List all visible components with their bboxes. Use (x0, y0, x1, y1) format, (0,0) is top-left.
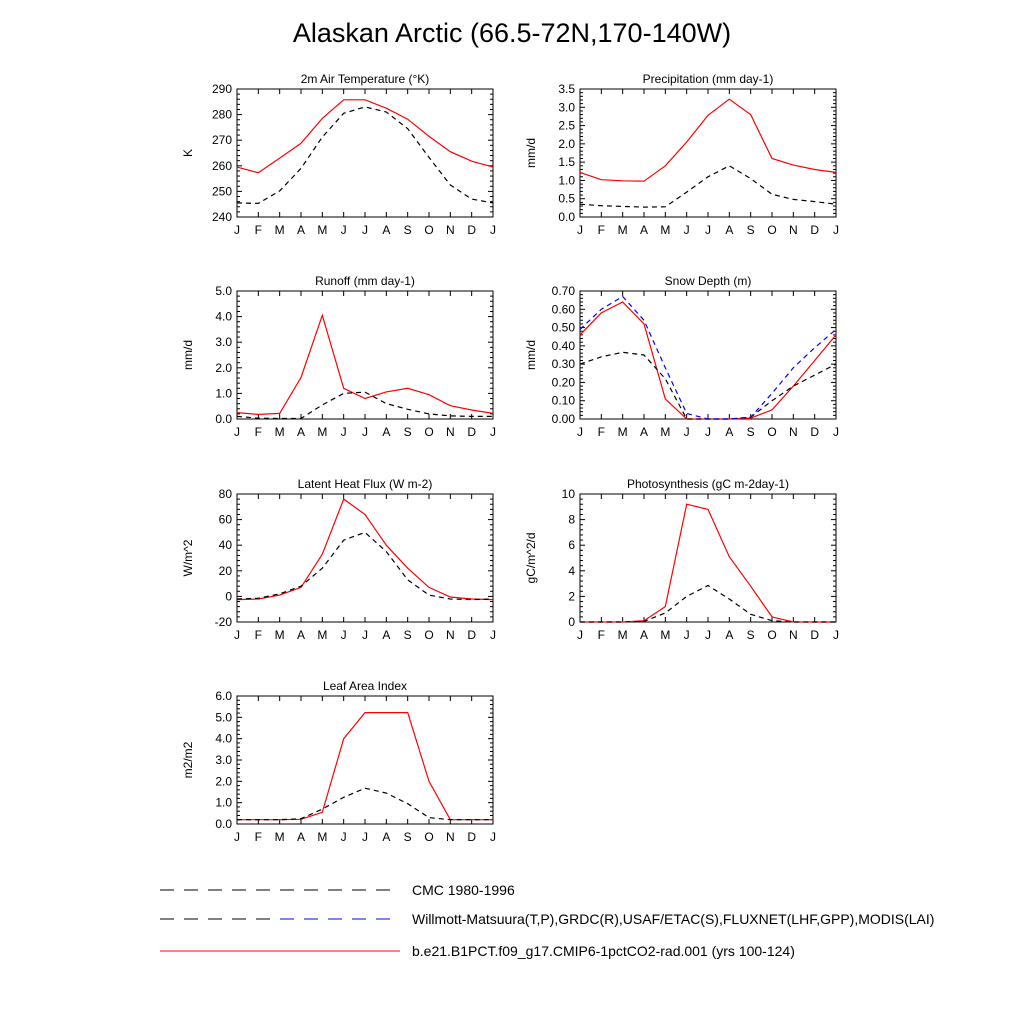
y-tick-label: 6 (568, 538, 575, 553)
x-tick-label: M (617, 628, 628, 642)
y-tick-label: 3.5 (558, 82, 575, 96)
series-line-model (580, 504, 836, 622)
x-tick-label: O (424, 425, 434, 439)
y-tick-label: 280 (211, 107, 232, 122)
legend-label: CMC 1980-1996 (412, 882, 515, 898)
y-tick-label: 8 (568, 512, 575, 527)
series-line-model (580, 99, 836, 181)
x-tick-label: S (403, 830, 412, 844)
x-tick-label: A (639, 628, 649, 642)
y-tick-label: 0.5 (558, 191, 575, 206)
x-tick-label: N (445, 628, 455, 642)
chart-title: Snow Depth (m) (664, 274, 752, 288)
x-tick-label: J (234, 830, 240, 844)
y-tick-label: 0 (225, 589, 232, 604)
y-tick-label: 4 (568, 563, 575, 578)
x-tick-label: J (490, 223, 496, 237)
x-tick-label: M (317, 830, 328, 844)
x-tick-label: A (296, 830, 306, 844)
plot-frame (237, 494, 493, 622)
x-tick-label: J (490, 425, 496, 439)
x-tick-label: J (340, 223, 347, 237)
y-tick-label: 0.10 (551, 393, 575, 408)
x-tick-label: N (445, 223, 455, 237)
x-tick-label: M (660, 425, 671, 439)
y-tick-label: 4.0 (215, 309, 232, 324)
y-tick-label: 40 (218, 538, 232, 553)
x-tick-label: N (788, 223, 798, 237)
x-tick-label: M (274, 223, 285, 237)
y-axis-label: m2/m2 (181, 741, 195, 779)
x-tick-label: M (617, 425, 628, 439)
x-tick-label: A (639, 223, 649, 237)
chart-panel (181, 477, 496, 642)
x-tick-label: O (767, 628, 777, 642)
x-tick-label: J (340, 425, 347, 439)
x-tick-label: D (467, 425, 477, 439)
y-tick-label: 20 (218, 563, 232, 578)
x-tick-label: D (467, 830, 477, 844)
chart-panel (524, 274, 839, 439)
x-tick-label: J (683, 425, 690, 439)
x-tick-label: M (660, 628, 671, 642)
y-tick-label: 2 (568, 589, 575, 604)
y-tick-label: 10 (561, 487, 575, 501)
chart-panel (181, 274, 496, 439)
series-line-obs (237, 107, 493, 203)
x-tick-label: J (833, 628, 839, 642)
y-tick-label: 1.0 (215, 386, 232, 401)
x-tick-label: A (639, 425, 649, 439)
y-axis-label: mm/d (524, 340, 538, 370)
x-tick-label: F (597, 425, 606, 439)
y-tick-label: 0.40 (551, 338, 575, 353)
chart-title: Photosynthesis (gC m-2day-1) (626, 477, 790, 491)
y-tick-label: 0.60 (551, 302, 575, 317)
x-tick-label: S (403, 425, 412, 439)
page-title: Alaskan Arctic (66.5-72N,170-140W) (292, 18, 732, 48)
x-tick-label: J (577, 425, 583, 439)
y-tick-label: 6.0 (215, 689, 232, 703)
x-tick-label: J (362, 425, 368, 439)
y-tick-label: 80 (218, 487, 232, 501)
chart-title: Leaf Area Index (322, 679, 408, 693)
y-tick-label: -20 (214, 615, 232, 629)
series-line-obs_alt (580, 297, 836, 420)
x-tick-label: S (403, 628, 412, 642)
y-tick-label: 2.5 (558, 118, 575, 133)
series-line-model (237, 100, 493, 173)
legend-label: Willmott-Matsuura(T,P),GRDC(R),USAF/ETAC(S),FLUXNET(LHF,GPP),MODIS(LAI) (412, 911, 935, 927)
y-tick-label: 0.50 (551, 320, 575, 335)
x-tick-label: A (725, 628, 734, 642)
series-line-model (237, 713, 493, 820)
x-tick-label: D (810, 223, 820, 237)
y-axis-label: W/m^2 (181, 539, 195, 577)
plot-frame (237, 696, 493, 824)
x-tick-label: A (296, 425, 306, 439)
y-axis-label: mm/d (181, 340, 195, 370)
x-tick-label: S (746, 628, 755, 642)
y-tick-label: 3.0 (558, 100, 575, 115)
x-tick-label: F (254, 830, 263, 844)
x-tick-label: N (788, 425, 798, 439)
x-tick-label: S (746, 223, 755, 237)
chart-panel (181, 679, 496, 844)
x-tick-label: J (705, 628, 711, 642)
x-tick-label: S (403, 223, 412, 237)
y-tick-label: 3.0 (215, 335, 232, 350)
y-tick-label: 270 (211, 133, 232, 148)
x-tick-label: J (683, 628, 690, 642)
y-tick-label: 0.00 (551, 412, 575, 426)
series-line-model (237, 499, 493, 599)
x-tick-label: D (467, 223, 477, 237)
x-tick-label: A (382, 425, 391, 439)
y-tick-label: 5.0 (215, 284, 232, 298)
y-tick-label: 0.0 (215, 817, 232, 831)
y-tick-label: 1.5 (558, 155, 575, 170)
chart-panel (524, 477, 839, 642)
x-tick-label: J (683, 223, 690, 237)
x-tick-label: D (467, 628, 477, 642)
y-axis-label: K (181, 148, 195, 158)
series-line-model (580, 302, 836, 419)
plot-frame (580, 494, 836, 622)
x-tick-label: A (296, 223, 306, 237)
chart-title: Precipitation (mm day-1) (642, 72, 774, 86)
x-tick-label: F (597, 223, 606, 237)
series-line-obs (237, 788, 493, 820)
x-tick-label: J (340, 628, 347, 642)
x-tick-label: A (382, 628, 391, 642)
x-tick-label: J (234, 223, 240, 237)
y-tick-label: 1.0 (558, 173, 575, 188)
plot-frame (580, 291, 836, 419)
x-tick-label: J (234, 425, 240, 439)
x-tick-label: M (274, 628, 285, 642)
plot-frame (580, 89, 836, 217)
x-tick-label: O (767, 223, 777, 237)
chart-title: Runoff (mm day-1) (315, 274, 415, 288)
x-tick-label: N (445, 425, 455, 439)
x-tick-label: M (660, 223, 671, 237)
series-line-model (237, 315, 493, 414)
y-tick-label: 2.0 (558, 136, 575, 151)
series-line-obs (580, 166, 836, 207)
y-tick-label: 290 (211, 82, 232, 96)
series-line-obs (580, 352, 836, 419)
x-tick-label: F (597, 628, 606, 642)
chart-title: 2m Air Temperature (°K) (300, 72, 430, 86)
x-tick-label: J (340, 830, 347, 844)
chart-title: Latent Heat Flux (W m-2) (297, 477, 433, 491)
x-tick-label: J (490, 628, 496, 642)
x-tick-label: F (254, 223, 263, 237)
y-tick-label: 3.0 (215, 753, 232, 767)
x-tick-label: J (362, 830, 368, 844)
x-tick-label: A (382, 830, 391, 844)
x-tick-label: A (725, 425, 734, 439)
x-tick-label: O (424, 628, 434, 642)
x-tick-label: J (705, 223, 711, 237)
y-tick-label: 5.0 (215, 710, 232, 725)
chart-panel (524, 72, 839, 237)
y-tick-label: 0.0 (215, 412, 232, 426)
series-line-obs (580, 586, 836, 623)
x-tick-label: A (382, 223, 391, 237)
x-tick-label: A (296, 628, 306, 642)
x-tick-label: O (424, 223, 434, 237)
y-tick-label: 250 (211, 184, 232, 199)
y-tick-label: 2.0 (215, 360, 232, 375)
chart-panel (181, 72, 496, 237)
x-tick-label: M (617, 223, 628, 237)
x-tick-label: D (810, 425, 820, 439)
x-tick-label: M (317, 223, 328, 237)
x-tick-label: F (254, 628, 263, 642)
y-tick-label: 1.0 (215, 795, 232, 810)
x-tick-label: M (317, 628, 328, 642)
x-tick-label: S (746, 425, 755, 439)
x-tick-label: A (725, 223, 734, 237)
x-tick-label: J (490, 830, 496, 844)
x-tick-label: J (362, 223, 368, 237)
x-tick-label: N (788, 628, 798, 642)
y-tick-label: 2.0 (215, 774, 232, 789)
x-tick-label: O (767, 425, 777, 439)
x-tick-label: D (810, 628, 820, 642)
x-tick-label: M (274, 425, 285, 439)
y-tick-label: 260 (211, 158, 232, 173)
x-tick-label: J (362, 628, 368, 642)
y-tick-label: 60 (218, 512, 232, 527)
y-axis-label: gC/m^2/d (524, 532, 538, 584)
x-tick-label: F (254, 425, 263, 439)
y-axis-label: mm/d (524, 138, 538, 168)
x-tick-label: O (424, 830, 434, 844)
x-tick-label: J (234, 628, 240, 642)
y-tick-label: 0.0 (558, 210, 575, 224)
series-line-obs (237, 532, 493, 599)
x-tick-label: J (833, 223, 839, 237)
y-tick-label: 0.20 (551, 375, 575, 390)
legend-label: b.e21.B1PCT.f09_g17.CMIP6-1pctCO2-rad.001 (yrs 100-124) (412, 943, 795, 959)
x-tick-label: J (577, 223, 583, 237)
x-tick-label: N (445, 830, 455, 844)
plot-frame (237, 291, 493, 419)
x-tick-label: J (705, 425, 711, 439)
y-tick-label: 4.0 (215, 731, 232, 746)
y-tick-label: 0.70 (551, 284, 575, 298)
x-tick-label: M (274, 830, 285, 844)
x-tick-label: J (577, 628, 583, 642)
x-tick-label: J (833, 425, 839, 439)
y-tick-label: 0.30 (551, 357, 575, 372)
y-tick-label: 0 (568, 615, 575, 629)
y-tick-label: 240 (211, 210, 232, 224)
x-tick-label: M (317, 425, 328, 439)
